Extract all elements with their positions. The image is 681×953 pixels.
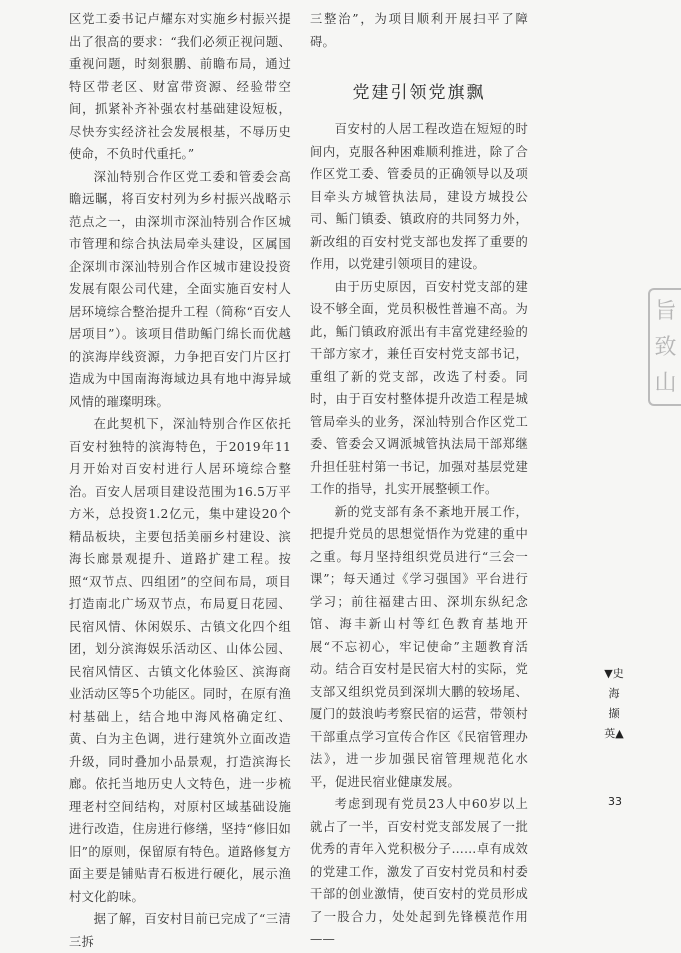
article-paragraph: 区党工委书记卢耀东对实施乡村振兴提出了很高的要求：“我们必须正视问题、重视问题，时刻狠鹏、前瞻布局，通过特区带老区、财富带资源、经验带空间，抓紧补齐补强农村基础建设短板，尽快夯实经济社会发展根基，不辱历史使命，不负时代重托。” [69, 12, 291, 161]
article-paragraph: 由于历史原因，百安村党支部的建设不够全面，党员积极性普遍不高。为此，鲘门镇政府派出有丰富党建经验的干部方家才，兼任百安村党支部书记，重组了新的党支部，改选了村委。同时，由于百安村整体提升改造工程是城管局牵头的业务，深汕特别合作区党工委、管委会又调派城管执法局干部郑继升担任驻村第一书记，加强对基层党建工作的指导，扎实开展整顿工作。 [310, 279, 528, 496]
article-paragraph: 据了解，百安村目前已完成了“三清三拆 [69, 912, 291, 949]
right-column [310, 8, 528, 951]
article-paragraph: 百安村的人居工程改造在短短的时间内，克服各种困难顺利推进，除了合作区党工委、管委员的正确领导以及项目牵头方城管执法局，建设方城投公司、鲘门镇委、镇政府的共同努力外，新改组的百安村党支部也发挥了重要的作用，以党建引领项目的建设。 [310, 122, 528, 271]
left-column [69, 8, 291, 953]
column-logo-stamp [648, 288, 681, 406]
column-logo-text: 旨致山 [654, 299, 677, 396]
column-label: ▼史海撷英▲ [604, 667, 624, 740]
article-paragraph: 考虑到现有党员23人中60岁以上就占了一半，百安村党支部发展了一批优秀的青年入党积极分子……卓有成效的党建工作，激发了百安村党员和村委干部的创业激情，使百安村的党员形成了一股合力，处处起到先锋模范作用—— [310, 797, 528, 946]
article-paragraph: 新的党支部有条不紊地开展工作，把提升党员的思想觉悟作为党建的重中之重。每月坚持组织党员进行“三会一课”；每天通过《学习强国》平台进行学习；前往福建古田、深圳东纵纪念馆、海丰新山村等红色教育基地开展“不忘初心，牢记使命”主题教育活动。结合百安村是民宿大村的实际，党支部又组织党员到深圳大鹏的较场尾、厦门的鼓浪屿考察民宿的运营，带领村干部重点学习宣传合作区《民宿管理办法》，进一步加强民宿管理规范化水平，促进民宿业健康发展。 [310, 504, 528, 789]
section-title: 党建引领党旗飘 [352, 83, 486, 103]
article-paragraph-continued: 三整治”，为项目顺利开展扫平了障碍。 [310, 12, 528, 49]
page-number: 33 [608, 795, 622, 808]
article-paragraph: 深汕特别合作区党工委和管委会高瞻远瞩，将百安村列为乡村振兴战略示范点之一，由深圳市深汕特别合作区城市管理和综合执法局牵头建设，区属国企深圳市深汕特别合作区城市建设投资发展有限公司代建，全面实施百安村人居环境综合整治提升工程（简称“百安人居项目”）。该项目借助鲘门绵长而优越的滨海岸线资源，力争把百安门片区打造成为中国南海海域边具有地中海异域风情的璀璨明珠。 [69, 169, 291, 409]
article-paragraph: 在此契机下，深汕特别合作区依托百安村独特的滨海特色，于2019年11月开始对百安村进行人居环境综合整治。百安人居项目建设范围为16.5万平方米，总投资1.2亿元，集中建设20个精品板块，主要包括美丽乡村建设、滨海长廊景观提升、道路扩建工程。按照“双节点、四组团”的空间布局，项目打造南北广场双节点，布局夏日花园、民宿风情、休闲娱乐、古镇文化四个组团，划分滨海娱乐活动区、山体公园、民宿风情区、古镇文化体验区、滨海商业活动区等5个功能区。同时，在原有渔村基础上，结合地中海风格确定红、黄、白为主色调，进行建筑外立面改造升级，同时叠加小品景观，打造滨海长廊。依托当地历史人文特色，进一步梳理老村空间结构，对原村区域基础设施进行改造，住房进行修缮，坚持“修旧如旧”的原则，保留原有特色。道路修复方面主要是铺贴青石板进行硬化，展示渔村文化韵味。 [69, 417, 291, 904]
